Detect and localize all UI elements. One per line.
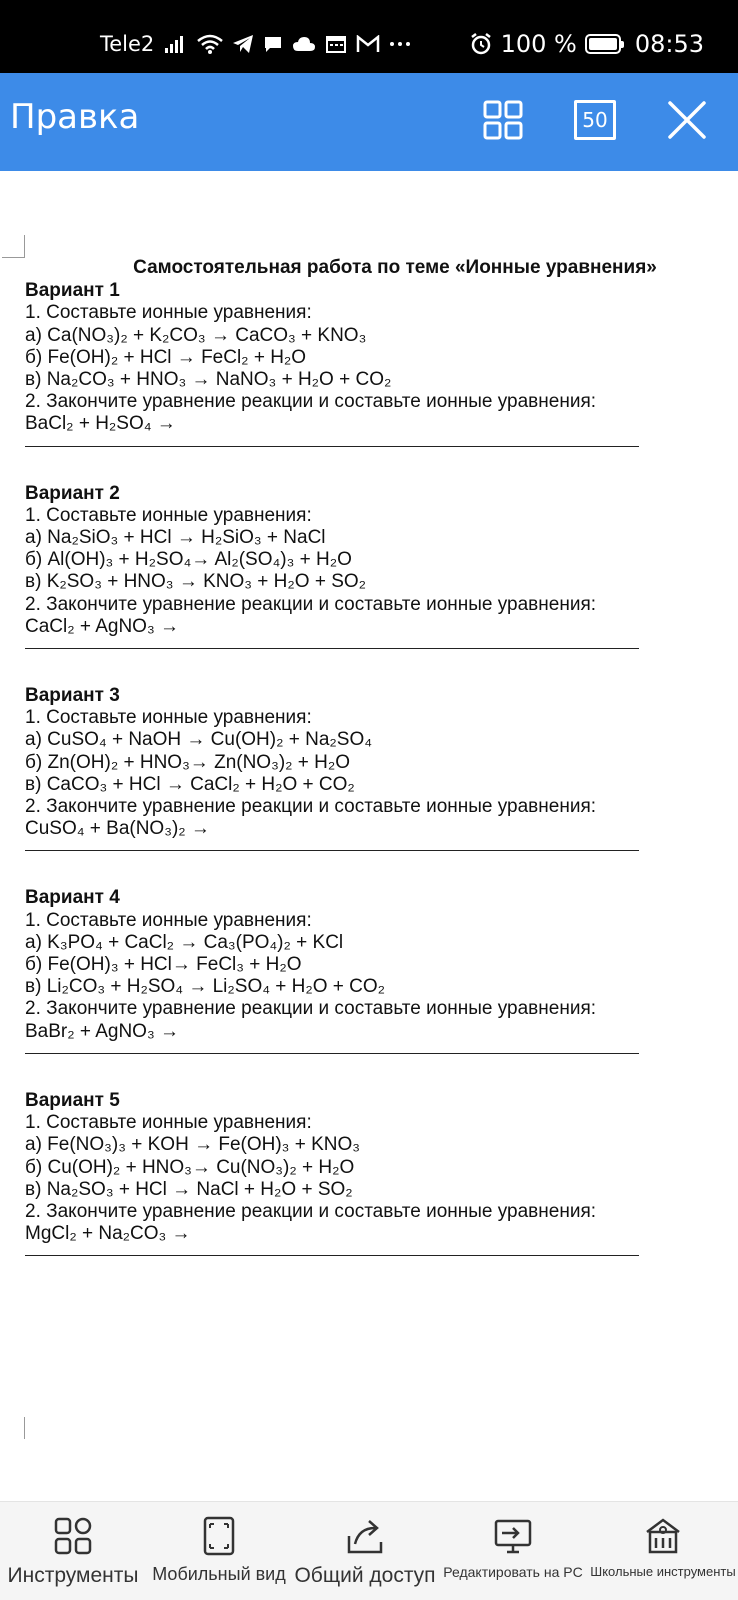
task-line: 2. Закончите уравнение реакции и составьте ионные уравнения: [25, 998, 597, 1020]
final-equation-line: MgCl₂ + Na₂CO₃ → [25, 1223, 191, 1245]
bottom-toolbar [0, 1501, 738, 1600]
task-line: в) CaCO₃ + HCl → CaCl₂ + H₂O + CO₂ [25, 773, 355, 795]
task-line: а) Fe(NO₃)₃ + KOH → Fe(OH)₃ + KNO₃ [25, 1134, 360, 1156]
task-line: 2. Закончите уравнение реакции и составьте ионные уравнения: [25, 593, 597, 615]
task-line: 1. Составьте ионные уравнения: [25, 1112, 312, 1134]
task-line: б) Cu(OH)₂ + HNO₃→ Cu(NO₃)₂ + H₂O [25, 1156, 355, 1178]
mobile-view-button[interactable] [146, 1502, 292, 1600]
battery-percent: 100 % [500, 30, 577, 58]
cloud-icon [292, 35, 316, 53]
app-actions [482, 99, 708, 141]
task-line: 1. Составьте ионные уравнения: [25, 707, 312, 729]
task-line: в) K₂SO₃ + HNO₃ → KNO₃ + H₂O + SO₂ [25, 571, 367, 593]
carrier-name: Tele2 [100, 32, 155, 56]
status-right [469, 30, 704, 58]
share-icon [345, 1516, 385, 1556]
share-button[interactable] [292, 1502, 438, 1600]
final-equation-line: CuSO₄ + Ba(NO₃)₂ → [25, 818, 210, 840]
school-tools-label: Школьные инструменты [590, 1564, 736, 1579]
variant-heading: Вариант 2 [25, 482, 120, 504]
variant-block [25, 280, 705, 446]
final-equation-line: CaCl₂ + AgNO₃ → [25, 615, 179, 637]
school-tools-icon [643, 1516, 683, 1556]
app-bar [0, 73, 738, 171]
status-left [100, 32, 411, 56]
task-line: 1. Составьте ионные уравнения: [25, 302, 312, 324]
close-icon [667, 100, 707, 140]
task-line: б) Fe(OH)₃ + HCl→ FeCl₃ + H₂O [25, 954, 302, 976]
variant-heading: Вариант 4 [25, 887, 120, 909]
task-line: б) Zn(OH)₂ + HNO₃→ Zn(NO₃)₂ + H₂O [25, 751, 351, 773]
tools-icon [53, 1516, 93, 1556]
gmail-icon [356, 35, 380, 53]
final-equation-line: BaBr₂ + AgNO₃ → [25, 1020, 179, 1042]
task-line: в) Na₂CO₃ + HNO₃ → NaNO₃ + H₂O + CO₂ [25, 369, 392, 391]
task-line: 2. Закончите уравнение реакции и составьте ионные уравнения: [25, 796, 597, 818]
answer-line [25, 436, 639, 447]
tools-label: Инструменты [7, 1564, 139, 1587]
tools-button[interactable] [0, 1502, 146, 1600]
close-button[interactable] [666, 99, 708, 141]
variant-block [25, 685, 705, 851]
task-line: а) Ca(NO₃)₂ + K₂CO₃ → CaCO₃ + KNO₃ [25, 324, 367, 346]
edit-on-pc-icon [493, 1516, 533, 1556]
task-line: 2. Закончите уравнение реакции и составьте ионные уравнения: [25, 1200, 597, 1222]
page-corner-mark-top [2, 235, 25, 258]
share-label: Общий доступ [294, 1564, 436, 1587]
grid-view-icon [483, 100, 523, 140]
task-line: в) Na₂SO₃ + HCl → NaCl + H₂O + SO₂ [25, 1178, 353, 1200]
task-line: б) Fe(OH)₂ + HCl → FeCl₂ + H₂O [25, 346, 307, 368]
telegram-icon [232, 34, 254, 54]
task-line: б) Al(OH)₃ + H₂SO₄→ Al₂(SO₄)₃ + H₂O [25, 549, 352, 571]
variants-list [25, 280, 705, 1256]
variant-block [25, 483, 705, 649]
grid-view-button[interactable] [482, 99, 524, 141]
app-title: Правка [10, 97, 140, 137]
document-title: Самостоятельная работа по теме «Ионные уравнения» [133, 257, 657, 278]
status-bar [0, 0, 738, 73]
signal-icon [164, 34, 188, 54]
answer-line [25, 840, 639, 851]
answer-line [25, 638, 639, 649]
school-tools-button[interactable] [588, 1502, 738, 1600]
status-icons [164, 34, 411, 54]
page-corner-mark-bottom [2, 1417, 25, 1439]
variant-heading: Вариант 5 [25, 1089, 120, 1111]
chat-icon [263, 34, 283, 54]
more-icon [389, 40, 411, 48]
mobile-view-label: Мобильный вид [152, 1564, 286, 1584]
edit-on-pc-button[interactable] [438, 1502, 588, 1600]
clock: 08:53 [634, 30, 704, 58]
page-count-icon [574, 100, 616, 140]
answer-line [25, 1043, 639, 1054]
page-count-button[interactable] [574, 99, 616, 141]
variant-block [25, 887, 705, 1053]
variant-heading: Вариант 3 [25, 685, 120, 707]
mobile-view-icon [199, 1516, 239, 1556]
task-line: 2. Закончите уравнение реакции и составьте ионные уравнения: [25, 391, 597, 413]
task-line: в) Li₂CO₃ + H₂SO₄ → Li₂SO₄ + H₂O + CO₂ [25, 976, 386, 998]
wifi-icon [197, 34, 223, 54]
task-line: 1. Составьте ионные уравнения: [25, 909, 312, 931]
answer-line [25, 1245, 639, 1256]
document-view[interactable] [0, 171, 738, 1501]
variant-heading: Вариант 1 [25, 280, 120, 302]
variant-block [25, 1090, 705, 1256]
alarm-icon [469, 32, 493, 56]
calendar-icon [325, 34, 347, 54]
document-content [25, 257, 705, 1292]
task-line: 1. Составьте ионные уравнения: [25, 504, 312, 526]
task-line: а) K₃PO₄ + CaCl₂ → Ca₃(PO₄)₂ + KCl [25, 931, 344, 953]
task-line: а) Na₂SiO₃ + HCl → H₂SiO₃ + NaCl [25, 527, 326, 549]
final-equation-line: BaCl₂ + H₂SO₄ → [25, 413, 176, 435]
page-count-label: 50 [582, 108, 608, 132]
task-line: а) CuSO₄ + NaOH → Cu(OH)₂ + Na₂SO₄ [25, 729, 373, 751]
battery-icon [585, 34, 621, 54]
edit-on-pc-label: Редактировать на PC [443, 1564, 583, 1580]
